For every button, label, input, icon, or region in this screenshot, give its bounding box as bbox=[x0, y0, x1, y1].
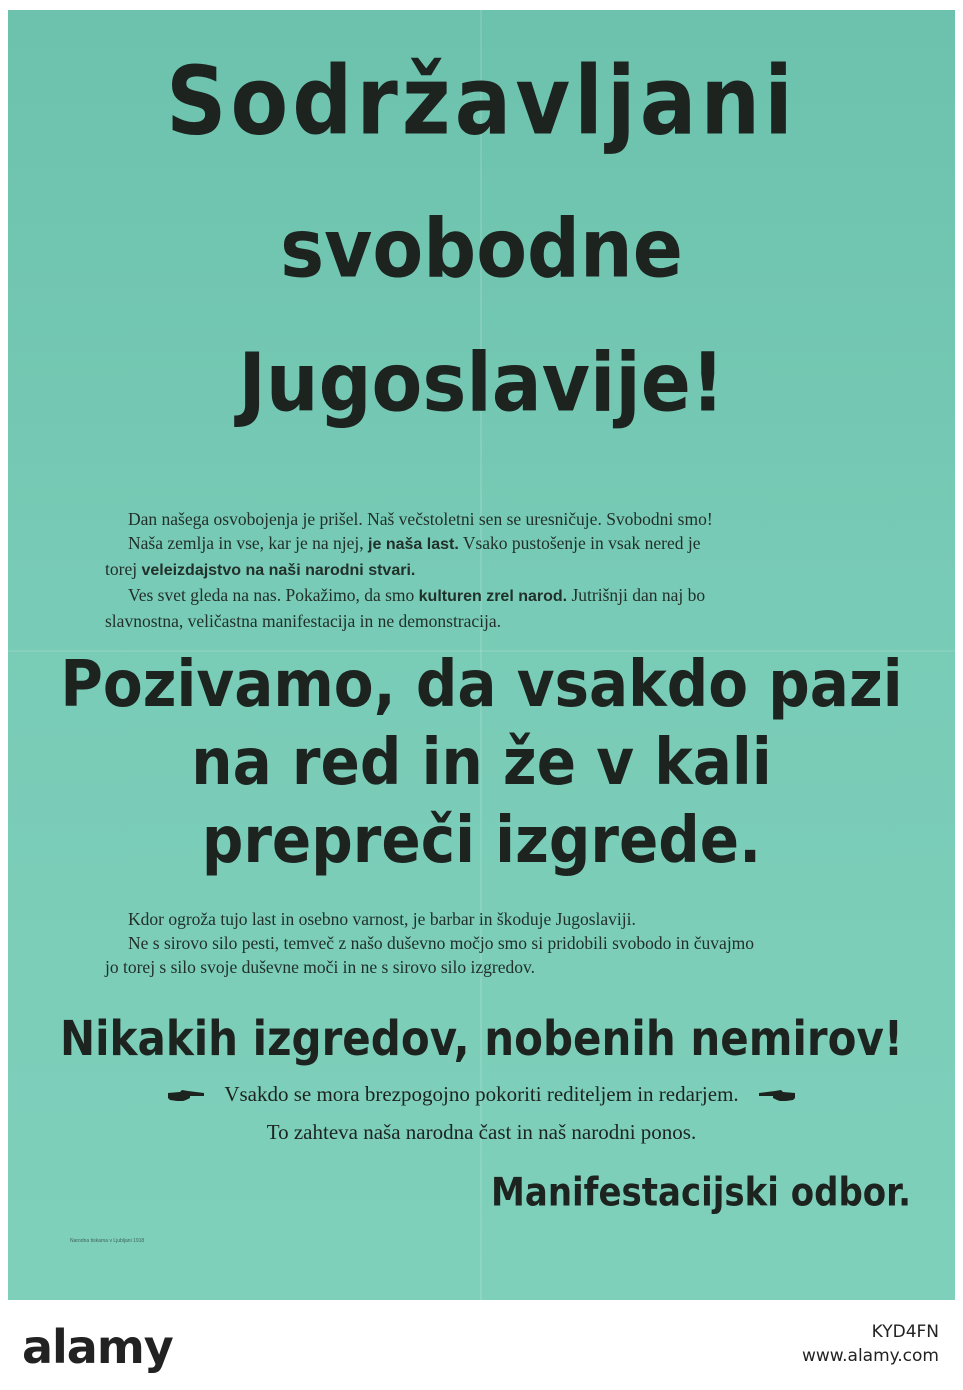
call-line-3: prepreči izgrede. bbox=[201, 802, 762, 878]
intro-line-3 bbox=[105, 557, 895, 583]
alamy-logo: alamy bbox=[22, 1320, 173, 1374]
call-line-1: Pozivamo, da vsakdo pazi bbox=[60, 646, 903, 722]
demand-text: To zahteva naša narodna čast in naš narodni ponos. bbox=[266, 1120, 697, 1144]
pointing-hand-right-icon bbox=[166, 1088, 206, 1104]
instruction-row bbox=[8, 1082, 955, 1107]
image-reference bbox=[802, 1320, 939, 1368]
call-line-2: na red in že v kali bbox=[191, 724, 772, 800]
poster-title-line-3: Jugoslavije! bbox=[238, 335, 725, 431]
poster-title-line-2: svobodne bbox=[280, 201, 683, 297]
pointing-hand-left-icon bbox=[757, 1088, 797, 1104]
warning-line-2: Ne s sirovo silo pesti, temveč z našo duševno močjo smo si pridobili svobodo in čuvajmo bbox=[128, 933, 755, 953]
intro-line-4-bold: kulturen zrel narod. bbox=[418, 588, 568, 605]
watermark-bar bbox=[0, 1300, 963, 1390]
warning-line-1: Kdor ogroža tujo last in osebno varnost, je barbar in škoduje Jugoslaviji. bbox=[128, 909, 636, 929]
printer-imprint: Narodna tiskarna v Ljubljani 1918 bbox=[70, 1238, 145, 1244]
intro-line-4-start: Ves svet gleda na nas. Pokažimo, da smo bbox=[128, 585, 419, 605]
intro-line-4 bbox=[105, 583, 895, 609]
signature: Manifestacijski odbor. bbox=[491, 1170, 911, 1216]
site-url: www.alamy.com bbox=[801, 1346, 939, 1366]
intro-line-2-end: Vsako pustošenje in vsak nered je bbox=[458, 533, 701, 553]
intro-line-5: slavnostna, veličastna manifestacija in ne demonstracija. bbox=[105, 611, 502, 631]
intro-line-4-end: Jutrišnji dan naj bo bbox=[567, 585, 706, 605]
slogan: Nikakih izgredov, nobenih nemirov! bbox=[60, 1010, 903, 1067]
intro-line-3-bold: veleizdajstvo na naši narodni stvari. bbox=[141, 562, 416, 579]
paragraph-warning bbox=[105, 907, 895, 979]
paragraph-intro bbox=[105, 507, 895, 633]
poster-title-line-1: Sodržavljani bbox=[166, 46, 797, 156]
intro-line-3-start: torej bbox=[105, 559, 142, 579]
intro-line-2-start: Naša zemlja in vse, kar je na njej, bbox=[128, 533, 369, 553]
warning-line-3: jo torej s silo svoje duševne moči in ne s sirovo silo izgredov. bbox=[105, 957, 535, 977]
intro-line-1: Dan našega osvobojenja je prišel. Naš večstoletni sen se uresničuje. Svobodni smo! bbox=[128, 509, 713, 529]
poster bbox=[8, 10, 955, 1300]
intro-line-2-bold: je naša last. bbox=[368, 536, 459, 553]
instruction-text: Vsakdo se mora brezpogojno pokoriti rediteljem in redarjem. bbox=[224, 1082, 739, 1106]
image-id: KYD4FN bbox=[871, 1322, 939, 1342]
intro-line-2 bbox=[105, 531, 895, 557]
